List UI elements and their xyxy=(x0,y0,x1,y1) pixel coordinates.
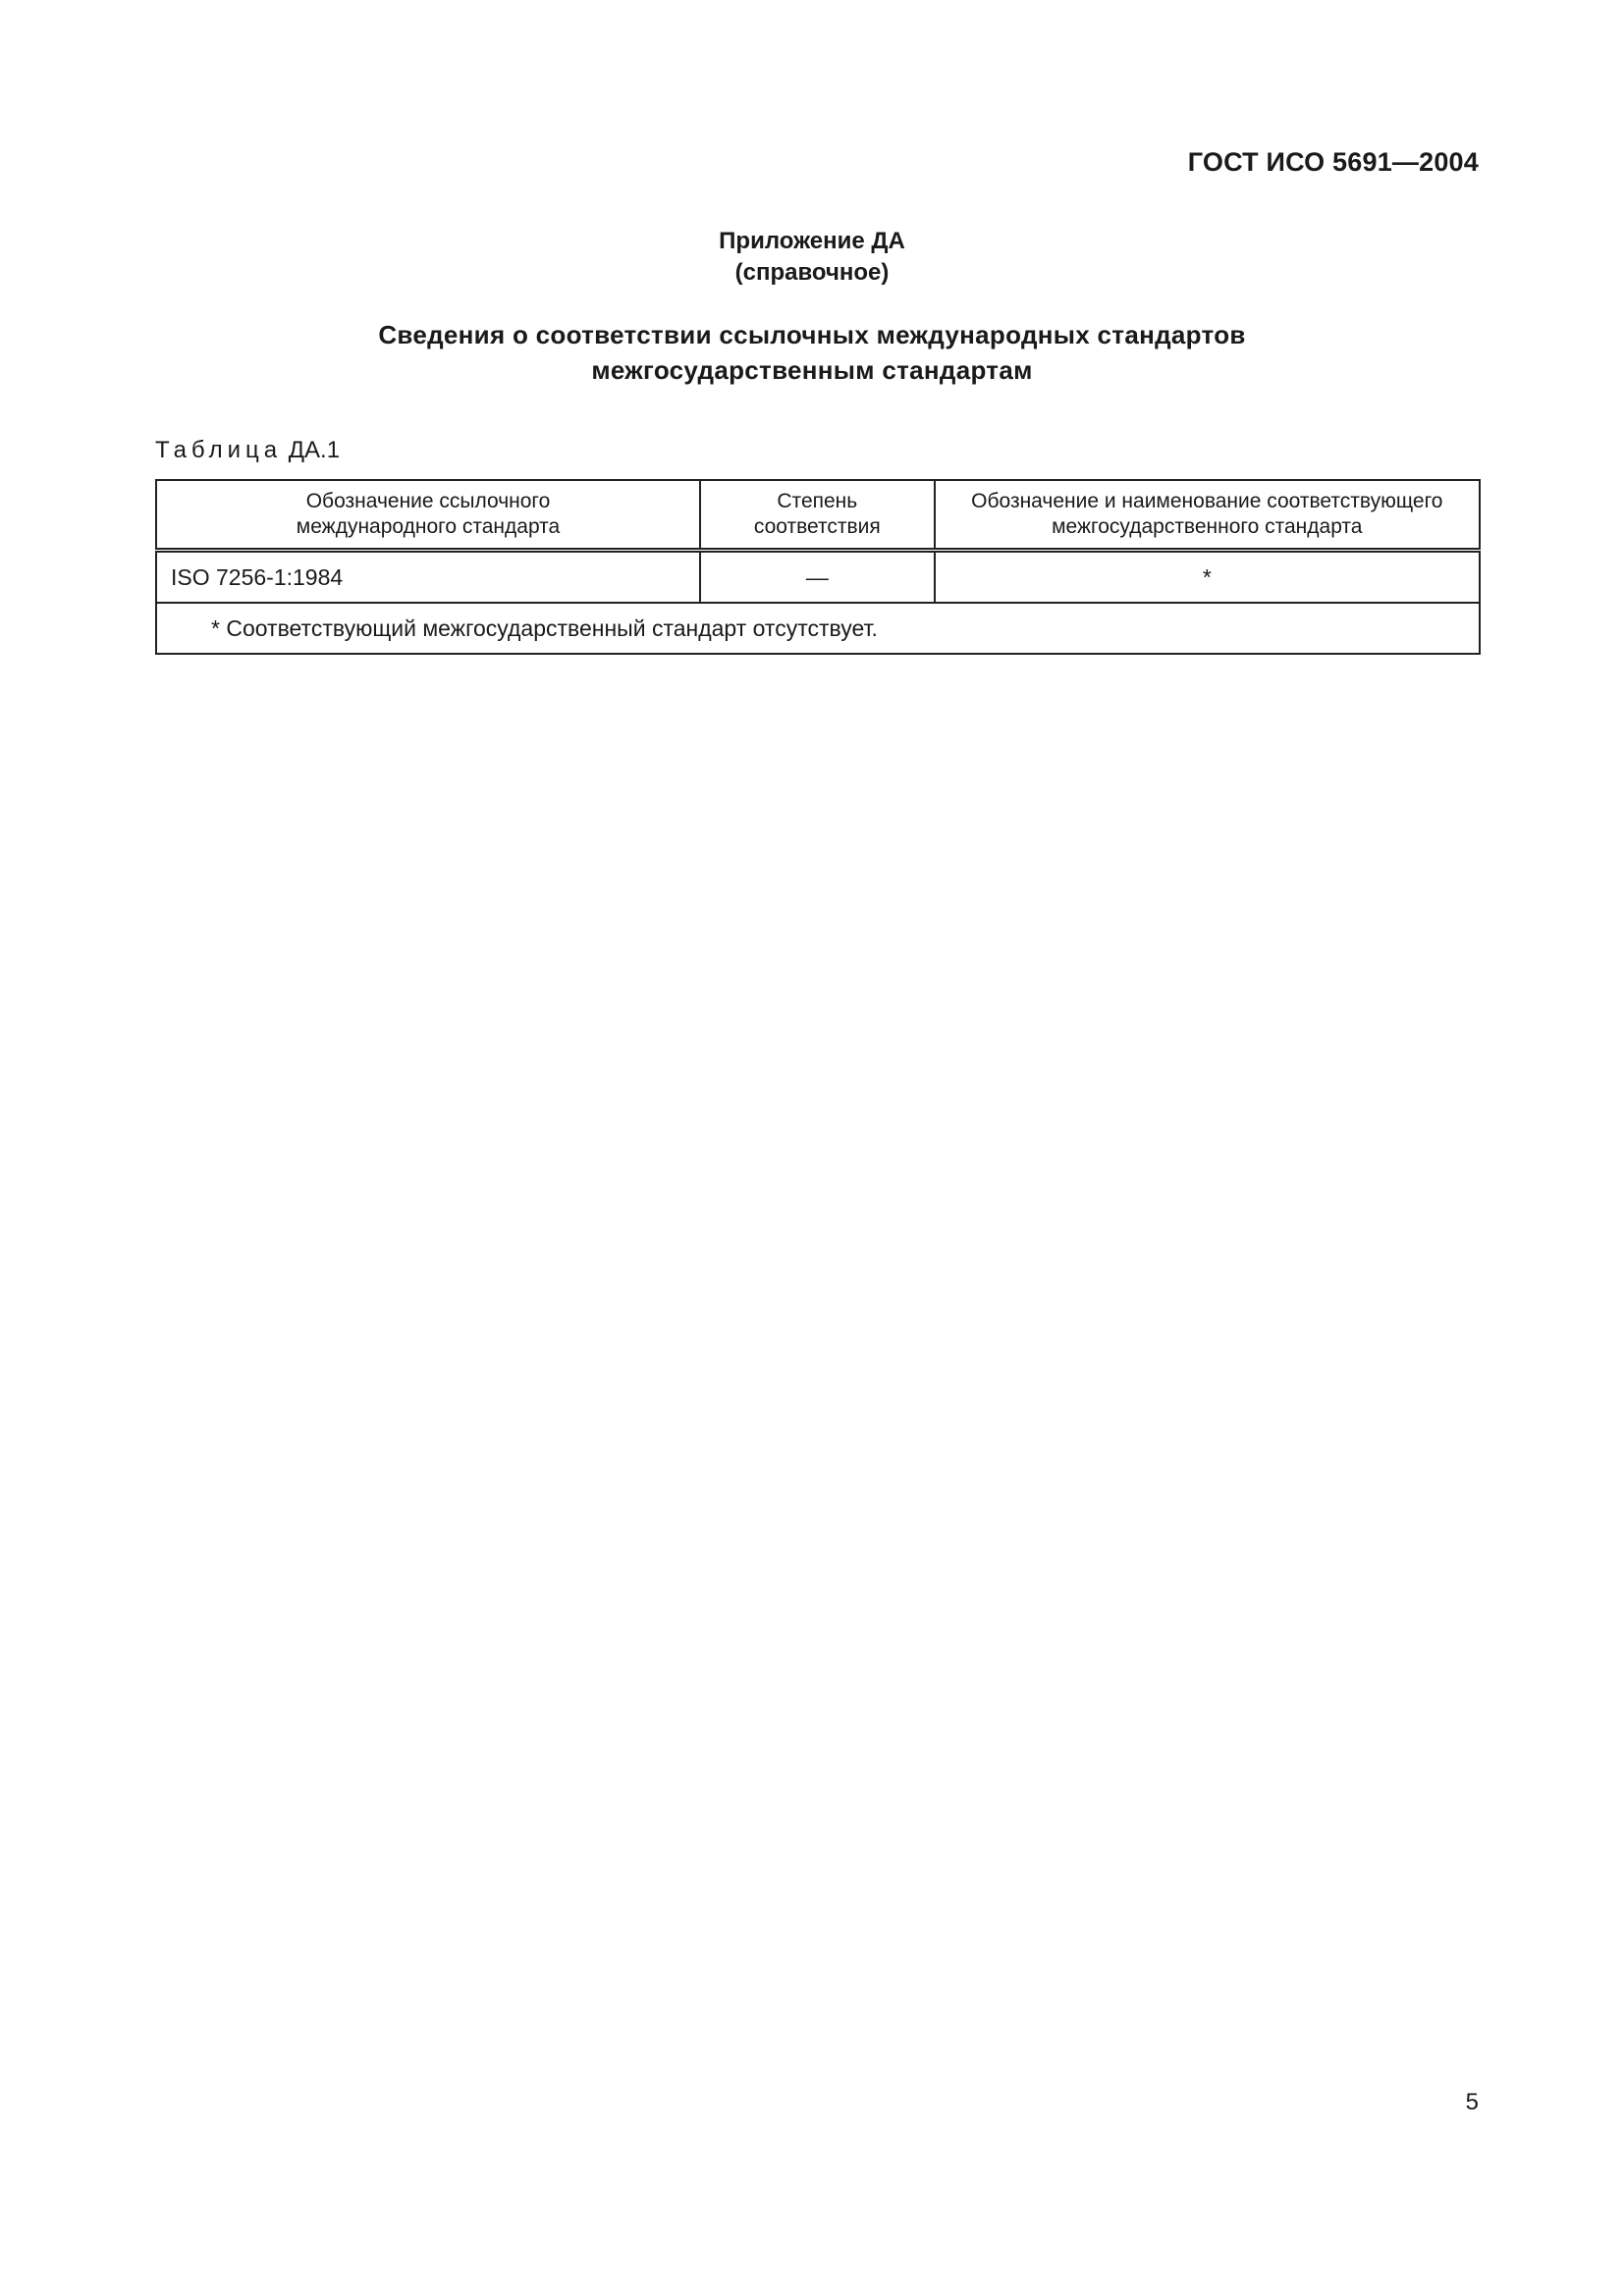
document-code: ГОСТ ИСО 5691—2004 xyxy=(1187,147,1479,177)
annex-title: Приложение ДА xyxy=(719,228,905,254)
page-number: 5 xyxy=(1465,2089,1479,2115)
header-cell-line: соответствия xyxy=(753,515,881,538)
section-title-line-2: межгосударственным стандартам xyxy=(591,355,1033,385)
header-international-standard xyxy=(156,480,700,551)
annex-subtitle: (справочное) xyxy=(734,259,890,286)
section-title-line-1: Сведения о соответствии ссылочных международных стандартов xyxy=(378,320,1246,349)
cell-degree: — xyxy=(700,551,935,604)
header-cell-line: межгосударственного стандарта xyxy=(1052,515,1363,538)
header-cell-line: Степень xyxy=(777,490,858,512)
table-caption xyxy=(155,437,340,464)
header-cell-line: Обозначение и наименование соответствующего xyxy=(971,490,1443,512)
table-footnote-row xyxy=(156,603,1480,654)
table-caption-number: ДА.1 xyxy=(288,437,341,463)
table-row xyxy=(156,551,1480,604)
table-caption-prefix: Таблица xyxy=(155,437,283,463)
table-footnote: * Соответствующий межгосударственный стандарт отсутствует. xyxy=(156,603,1480,654)
cell-interstate-standard: * xyxy=(935,551,1480,604)
header-cell-line: международного стандарта xyxy=(296,515,561,538)
table-header-row xyxy=(156,480,1480,551)
header-degree-of-correspondence xyxy=(700,480,935,551)
reference-standards-table xyxy=(155,479,1481,655)
reference-table-container xyxy=(155,479,1481,655)
section-title xyxy=(0,317,1624,388)
annex-heading xyxy=(0,226,1624,289)
header-cell-line: Обозначение ссылочного xyxy=(305,490,551,512)
cell-standard-designation: ISO 7256-1:1984 xyxy=(156,551,700,604)
header-interstate-standard xyxy=(935,480,1480,551)
